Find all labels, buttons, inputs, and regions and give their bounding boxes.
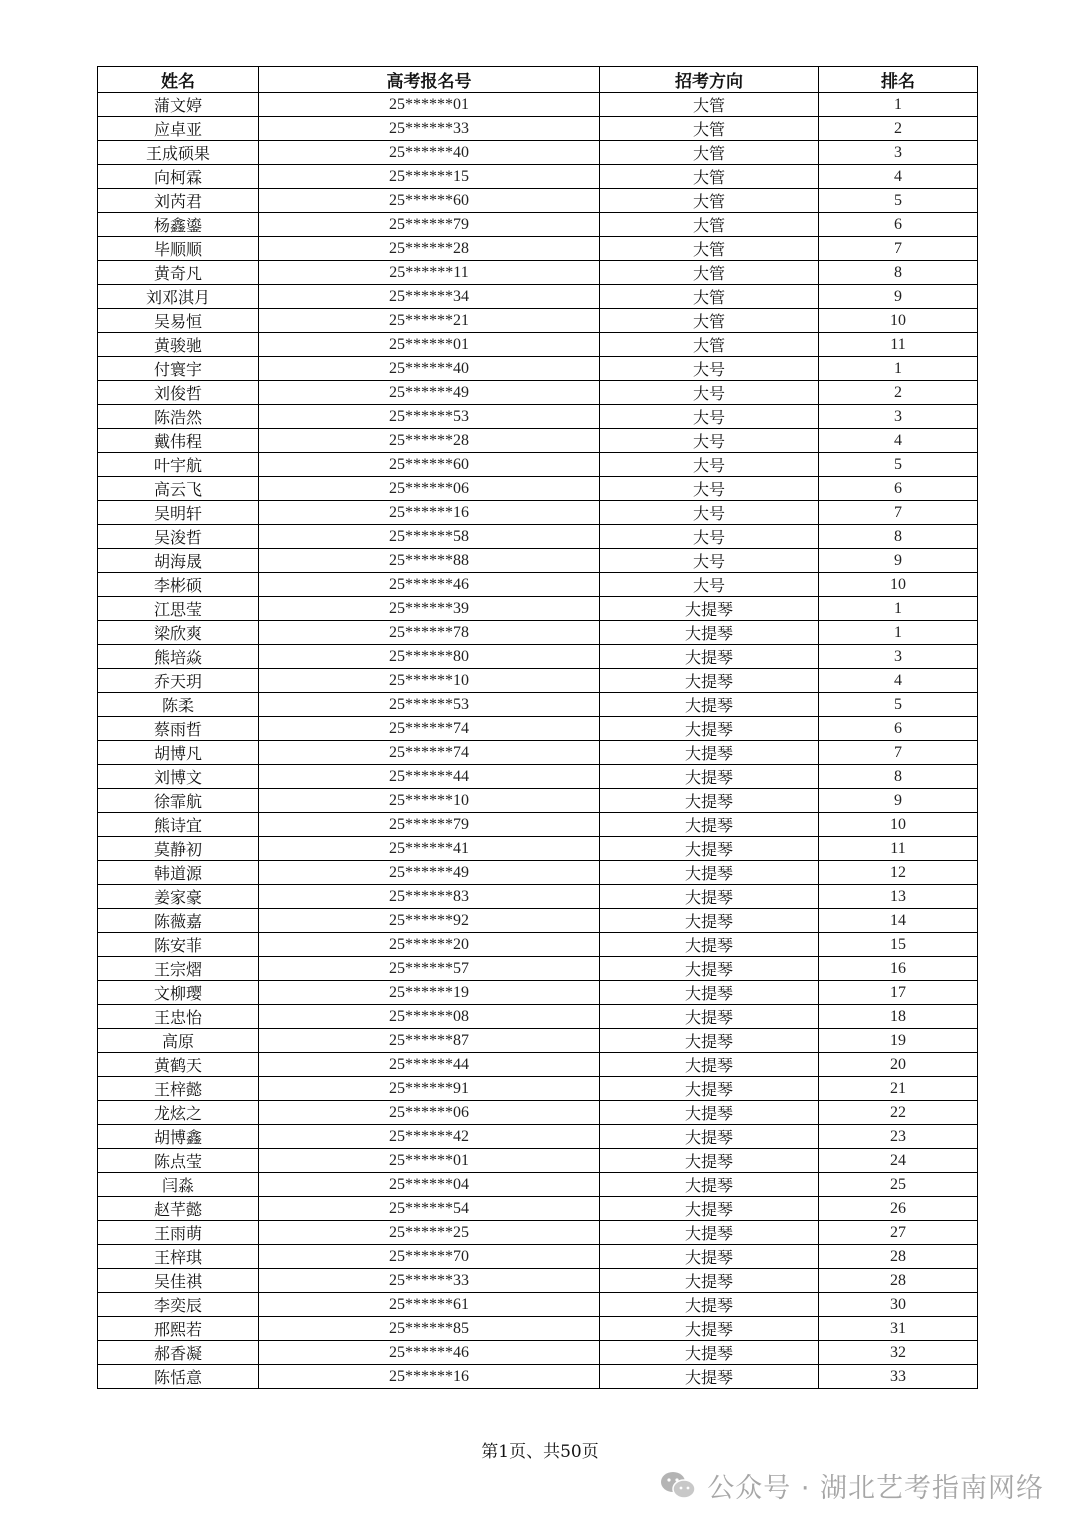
cell-exam-id: 25******46 (259, 573, 600, 597)
cell-name: 陈安菲 (98, 933, 259, 957)
cell-name: 姜家豪 (98, 885, 259, 909)
cell-exam-id: 25******40 (259, 357, 600, 381)
table-row (98, 741, 978, 765)
watermark-text: 公众号 · 湖北艺考指南网络 (707, 1472, 1044, 1504)
cell-name: 黄骏驰 (98, 333, 259, 357)
cell-exam-id: 25******92 (259, 909, 600, 933)
table-row (98, 909, 978, 933)
table-row (98, 789, 978, 813)
cell-name: 应卓亚 (98, 117, 259, 141)
cell-name: 闫淼 (98, 1173, 259, 1197)
cell-direction: 大提琴 (600, 1197, 819, 1221)
table-row (98, 405, 978, 429)
cell-rank: 28 (819, 1269, 978, 1293)
cell-exam-id: 25******15 (259, 165, 600, 189)
cell-exam-id: 25******85 (259, 1317, 600, 1341)
page-number: 第1页、共50页 (481, 1442, 599, 1462)
cell-name: 高原 (98, 1029, 259, 1053)
cell-exam-id: 25******39 (259, 597, 600, 621)
table-row (98, 525, 978, 549)
cell-name: 王成硕果 (98, 141, 259, 165)
table-row (98, 213, 978, 237)
cell-exam-id: 25******70 (259, 1245, 600, 1269)
cell-direction: 大提琴 (600, 741, 819, 765)
cell-name: 毕顺顺 (98, 237, 259, 261)
table-row (98, 117, 978, 141)
table-row (98, 1005, 978, 1029)
table-row (98, 309, 978, 333)
cell-name: 刘俊哲 (98, 381, 259, 405)
cell-name: 江思莹 (98, 597, 259, 621)
cell-exam-id: 25******60 (259, 189, 600, 213)
cell-rank: 8 (819, 261, 978, 285)
cell-direction: 大提琴 (600, 621, 819, 645)
cell-direction: 大提琴 (600, 909, 819, 933)
cell-exam-id: 25******10 (259, 789, 600, 813)
table-header-row (98, 67, 978, 93)
cell-exam-id: 25******01 (259, 1149, 600, 1173)
table-row (98, 573, 978, 597)
table-row (98, 1149, 978, 1173)
cell-exam-id: 25******41 (259, 837, 600, 861)
cell-direction: 大提琴 (600, 1365, 819, 1389)
cell-name: 胡博鑫 (98, 1125, 259, 1149)
cell-rank: 15 (819, 933, 978, 957)
table-row (98, 237, 978, 261)
table-row (98, 885, 978, 909)
cell-direction: 大提琴 (600, 1221, 819, 1245)
cell-rank: 25 (819, 1173, 978, 1197)
cell-direction: 大管 (600, 189, 819, 213)
table-row (98, 261, 978, 285)
cell-rank: 1 (819, 597, 978, 621)
cell-name: 陈薇嘉 (98, 909, 259, 933)
table-row (98, 837, 978, 861)
cell-exam-id: 25******33 (259, 1269, 600, 1293)
cell-direction: 大号 (600, 357, 819, 381)
table-row (98, 189, 978, 213)
cell-name: 刘芮君 (98, 189, 259, 213)
cell-rank: 2 (819, 381, 978, 405)
table-row (98, 285, 978, 309)
cell-direction: 大号 (600, 573, 819, 597)
cell-exam-id: 25******16 (259, 501, 600, 525)
cell-direction: 大提琴 (600, 1053, 819, 1077)
cell-name: 熊培焱 (98, 645, 259, 669)
cell-exam-id: 25******88 (259, 549, 600, 573)
cell-direction: 大提琴 (600, 669, 819, 693)
cell-rank: 23 (819, 1125, 978, 1149)
cell-direction: 大管 (600, 93, 819, 117)
cell-name: 黄奇凡 (98, 261, 259, 285)
cell-rank: 1 (819, 93, 978, 117)
cell-rank: 10 (819, 813, 978, 837)
cell-direction: 大提琴 (600, 1029, 819, 1053)
cell-direction: 大提琴 (600, 1101, 819, 1125)
cell-rank: 17 (819, 981, 978, 1005)
cell-exam-id: 25******34 (259, 285, 600, 309)
cell-direction: 大提琴 (600, 1317, 819, 1341)
cell-name: 吴易恒 (98, 309, 259, 333)
cell-rank: 21 (819, 1077, 978, 1101)
wechat-icon (659, 1470, 697, 1500)
cell-direction: 大管 (600, 165, 819, 189)
cell-direction: 大管 (600, 141, 819, 165)
cell-name: 陈浩然 (98, 405, 259, 429)
cell-rank: 31 (819, 1317, 978, 1341)
header-rank: 排名 (819, 67, 978, 93)
header-direction: 招考方向 (600, 67, 819, 93)
cell-exam-id: 25******01 (259, 93, 600, 117)
table-row (98, 501, 978, 525)
table-row (98, 333, 978, 357)
cell-rank: 10 (819, 309, 978, 333)
table-row (98, 1029, 978, 1053)
cell-exam-id: 25******79 (259, 813, 600, 837)
cell-exam-id: 25******28 (259, 237, 600, 261)
cell-rank: 5 (819, 693, 978, 717)
cell-exam-id: 25******04 (259, 1173, 600, 1197)
table-row (98, 1293, 978, 1317)
cell-rank: 33 (819, 1365, 978, 1389)
cell-name: 陈柔 (98, 693, 259, 717)
cell-direction: 大提琴 (600, 1341, 819, 1365)
cell-rank: 11 (819, 837, 978, 861)
table-row (98, 957, 978, 981)
cell-rank: 2 (819, 117, 978, 141)
cell-name: 胡海晟 (98, 549, 259, 573)
cell-direction: 大提琴 (600, 693, 819, 717)
cell-rank: 5 (819, 453, 978, 477)
cell-direction: 大提琴 (600, 717, 819, 741)
cell-name: 黄鹤天 (98, 1053, 259, 1077)
table-row (98, 693, 978, 717)
cell-name: 高云飞 (98, 477, 259, 501)
cell-exam-id: 25******25 (259, 1221, 600, 1245)
table-row (98, 1269, 978, 1293)
cell-rank: 16 (819, 957, 978, 981)
table-row (98, 1221, 978, 1245)
table-row (98, 357, 978, 381)
cell-direction: 大提琴 (600, 645, 819, 669)
cell-name: 李彬硕 (98, 573, 259, 597)
cell-name: 赵芊懿 (98, 1197, 259, 1221)
table-row (98, 1077, 978, 1101)
cell-exam-id: 25******74 (259, 717, 600, 741)
cell-rank: 9 (819, 549, 978, 573)
cell-name: 蒲文婷 (98, 93, 259, 117)
cell-exam-id: 25******83 (259, 885, 600, 909)
cell-name: 吴佳祺 (98, 1269, 259, 1293)
table-row (98, 165, 978, 189)
cell-exam-id: 25******58 (259, 525, 600, 549)
cell-name: 王雨萌 (98, 1221, 259, 1245)
cell-direction: 大提琴 (600, 1245, 819, 1269)
cell-name: 梁欣爽 (98, 621, 259, 645)
cell-name: 陈点莹 (98, 1149, 259, 1173)
header-exam-id: 高考报名号 (259, 67, 600, 93)
cell-name: 向柯霖 (98, 165, 259, 189)
table-row (98, 621, 978, 645)
cell-rank: 8 (819, 765, 978, 789)
cell-exam-id: 25******33 (259, 117, 600, 141)
table-row (98, 1053, 978, 1077)
table-row (98, 669, 978, 693)
table-row (98, 765, 978, 789)
cell-rank: 4 (819, 165, 978, 189)
cell-direction: 大管 (600, 309, 819, 333)
cell-exam-id: 25******57 (259, 957, 600, 981)
cell-direction: 大管 (600, 285, 819, 309)
cell-rank: 6 (819, 213, 978, 237)
cell-rank: 12 (819, 861, 978, 885)
cell-rank: 30 (819, 1293, 978, 1317)
cell-direction: 大管 (600, 261, 819, 285)
cell-exam-id: 25******01 (259, 333, 600, 357)
cell-exam-id: 25******40 (259, 141, 600, 165)
cell-rank: 22 (819, 1101, 978, 1125)
cell-rank: 1 (819, 621, 978, 645)
cell-direction: 大提琴 (600, 813, 819, 837)
cell-direction: 大提琴 (600, 981, 819, 1005)
table-row (98, 1341, 978, 1365)
table-row (98, 645, 978, 669)
cell-direction: 大号 (600, 549, 819, 573)
cell-rank: 10 (819, 573, 978, 597)
cell-name: 王宗熠 (98, 957, 259, 981)
cell-exam-id: 25******19 (259, 981, 600, 1005)
cell-name: 王忠怡 (98, 1005, 259, 1029)
cell-exam-id: 25******54 (259, 1197, 600, 1221)
cell-direction: 大提琴 (600, 1077, 819, 1101)
cell-rank: 14 (819, 909, 978, 933)
cell-exam-id: 25******42 (259, 1125, 600, 1149)
cell-exam-id: 25******61 (259, 1293, 600, 1317)
cell-direction: 大提琴 (600, 1005, 819, 1029)
cell-name: 吴明轩 (98, 501, 259, 525)
table-row (98, 141, 978, 165)
cell-rank: 19 (819, 1029, 978, 1053)
cell-name: 付寰宇 (98, 357, 259, 381)
cell-rank: 11 (819, 333, 978, 357)
cell-exam-id: 25******16 (259, 1365, 600, 1389)
cell-exam-id: 25******78 (259, 621, 600, 645)
cell-exam-id: 25******87 (259, 1029, 600, 1053)
cell-rank: 24 (819, 1149, 978, 1173)
cell-exam-id: 25******74 (259, 741, 600, 765)
cell-direction: 大提琴 (600, 837, 819, 861)
cell-name: 郝香凝 (98, 1341, 259, 1365)
cell-direction: 大号 (600, 453, 819, 477)
table-row (98, 861, 978, 885)
cell-direction: 大提琴 (600, 597, 819, 621)
cell-name: 莫静初 (98, 837, 259, 861)
cell-rank: 3 (819, 141, 978, 165)
cell-direction: 大号 (600, 381, 819, 405)
cell-rank: 7 (819, 741, 978, 765)
cell-direction: 大提琴 (600, 957, 819, 981)
table-row (98, 597, 978, 621)
cell-rank: 27 (819, 1221, 978, 1245)
cell-exam-id: 25******21 (259, 309, 600, 333)
cell-name: 王梓懿 (98, 1077, 259, 1101)
table-row (98, 1125, 978, 1149)
table-row (98, 1317, 978, 1341)
cell-direction: 大提琴 (600, 1293, 819, 1317)
cell-rank: 3 (819, 405, 978, 429)
cell-direction: 大提琴 (600, 933, 819, 957)
header-name: 姓名 (98, 67, 259, 93)
cell-exam-id: 25******11 (259, 261, 600, 285)
cell-rank: 8 (819, 525, 978, 549)
cell-exam-id: 25******80 (259, 645, 600, 669)
cell-direction: 大提琴 (600, 1125, 819, 1149)
cell-exam-id: 25******28 (259, 429, 600, 453)
cell-rank: 9 (819, 789, 978, 813)
cell-exam-id: 25******91 (259, 1077, 600, 1101)
cell-name: 徐霏航 (98, 789, 259, 813)
cell-direction: 大号 (600, 429, 819, 453)
table-row (98, 453, 978, 477)
cell-direction: 大号 (600, 501, 819, 525)
cell-direction: 大管 (600, 237, 819, 261)
cell-direction: 大管 (600, 213, 819, 237)
cell-rank: 18 (819, 1005, 978, 1029)
cell-name: 胡博凡 (98, 741, 259, 765)
cell-exam-id: 25******08 (259, 1005, 600, 1029)
cell-exam-id: 25******53 (259, 693, 600, 717)
table-row (98, 1101, 978, 1125)
cell-exam-id: 25******06 (259, 477, 600, 501)
cell-exam-id: 25******10 (259, 669, 600, 693)
cell-rank: 5 (819, 189, 978, 213)
cell-name: 文柳璎 (98, 981, 259, 1005)
cell-exam-id: 25******53 (259, 405, 600, 429)
cell-exam-id: 25******60 (259, 453, 600, 477)
cell-direction: 大提琴 (600, 861, 819, 885)
watermark (659, 1465, 1044, 1505)
cell-name: 陈恬意 (98, 1365, 259, 1389)
cell-name: 叶宇航 (98, 453, 259, 477)
table-row (98, 93, 978, 117)
cell-exam-id: 25******79 (259, 213, 600, 237)
cell-exam-id: 25******06 (259, 1101, 600, 1125)
cell-direction: 大号 (600, 477, 819, 501)
table-row (98, 813, 978, 837)
cell-direction: 大提琴 (600, 1149, 819, 1173)
cell-exam-id: 25******46 (259, 1341, 600, 1365)
cell-direction: 大号 (600, 405, 819, 429)
cell-rank: 32 (819, 1341, 978, 1365)
cell-rank: 7 (819, 237, 978, 261)
cell-direction: 大管 (600, 333, 819, 357)
cell-name: 龙炫之 (98, 1101, 259, 1125)
cell-rank: 9 (819, 285, 978, 309)
cell-rank: 1 (819, 357, 978, 381)
cell-rank: 6 (819, 477, 978, 501)
table-row (98, 1197, 978, 1221)
cell-exam-id: 25******49 (259, 861, 600, 885)
table-row (98, 1365, 978, 1389)
cell-rank: 13 (819, 885, 978, 909)
cell-name: 刘邓淇月 (98, 285, 259, 309)
cell-rank: 3 (819, 645, 978, 669)
table-row (98, 381, 978, 405)
cell-name: 吴浚哲 (98, 525, 259, 549)
cell-rank: 26 (819, 1197, 978, 1221)
cell-name: 韩道源 (98, 861, 259, 885)
cell-rank: 7 (819, 501, 978, 525)
cell-name: 杨鑫鎏 (98, 213, 259, 237)
cell-name: 熊诗宜 (98, 813, 259, 837)
table-row (98, 717, 978, 741)
table-row (98, 1245, 978, 1269)
cell-exam-id: 25******20 (259, 933, 600, 957)
cell-exam-id: 25******44 (259, 765, 600, 789)
cell-name: 刘博文 (98, 765, 259, 789)
table-row (98, 981, 978, 1005)
cell-direction: 大提琴 (600, 789, 819, 813)
cell-direction: 大号 (600, 525, 819, 549)
cell-direction: 大提琴 (600, 1269, 819, 1293)
cell-exam-id: 25******44 (259, 1053, 600, 1077)
cell-direction: 大提琴 (600, 1173, 819, 1197)
cell-exam-id: 25******49 (259, 381, 600, 405)
cell-direction: 大提琴 (600, 885, 819, 909)
cell-name: 戴伟程 (98, 429, 259, 453)
cell-name: 蔡雨哲 (98, 717, 259, 741)
cell-direction: 大管 (600, 117, 819, 141)
cell-rank: 4 (819, 669, 978, 693)
cell-rank: 20 (819, 1053, 978, 1077)
table-row (98, 1173, 978, 1197)
table-row (98, 549, 978, 573)
cell-name: 乔天玥 (98, 669, 259, 693)
cell-name: 王梓琪 (98, 1245, 259, 1269)
cell-name: 邢熙若 (98, 1317, 259, 1341)
cell-direction: 大提琴 (600, 765, 819, 789)
cell-rank: 28 (819, 1245, 978, 1269)
table-row (98, 933, 978, 957)
table-row (98, 429, 978, 453)
results-table (97, 66, 978, 1389)
cell-rank: 4 (819, 429, 978, 453)
table-row (98, 477, 978, 501)
cell-name: 李奕辰 (98, 1293, 259, 1317)
cell-rank: 6 (819, 717, 978, 741)
